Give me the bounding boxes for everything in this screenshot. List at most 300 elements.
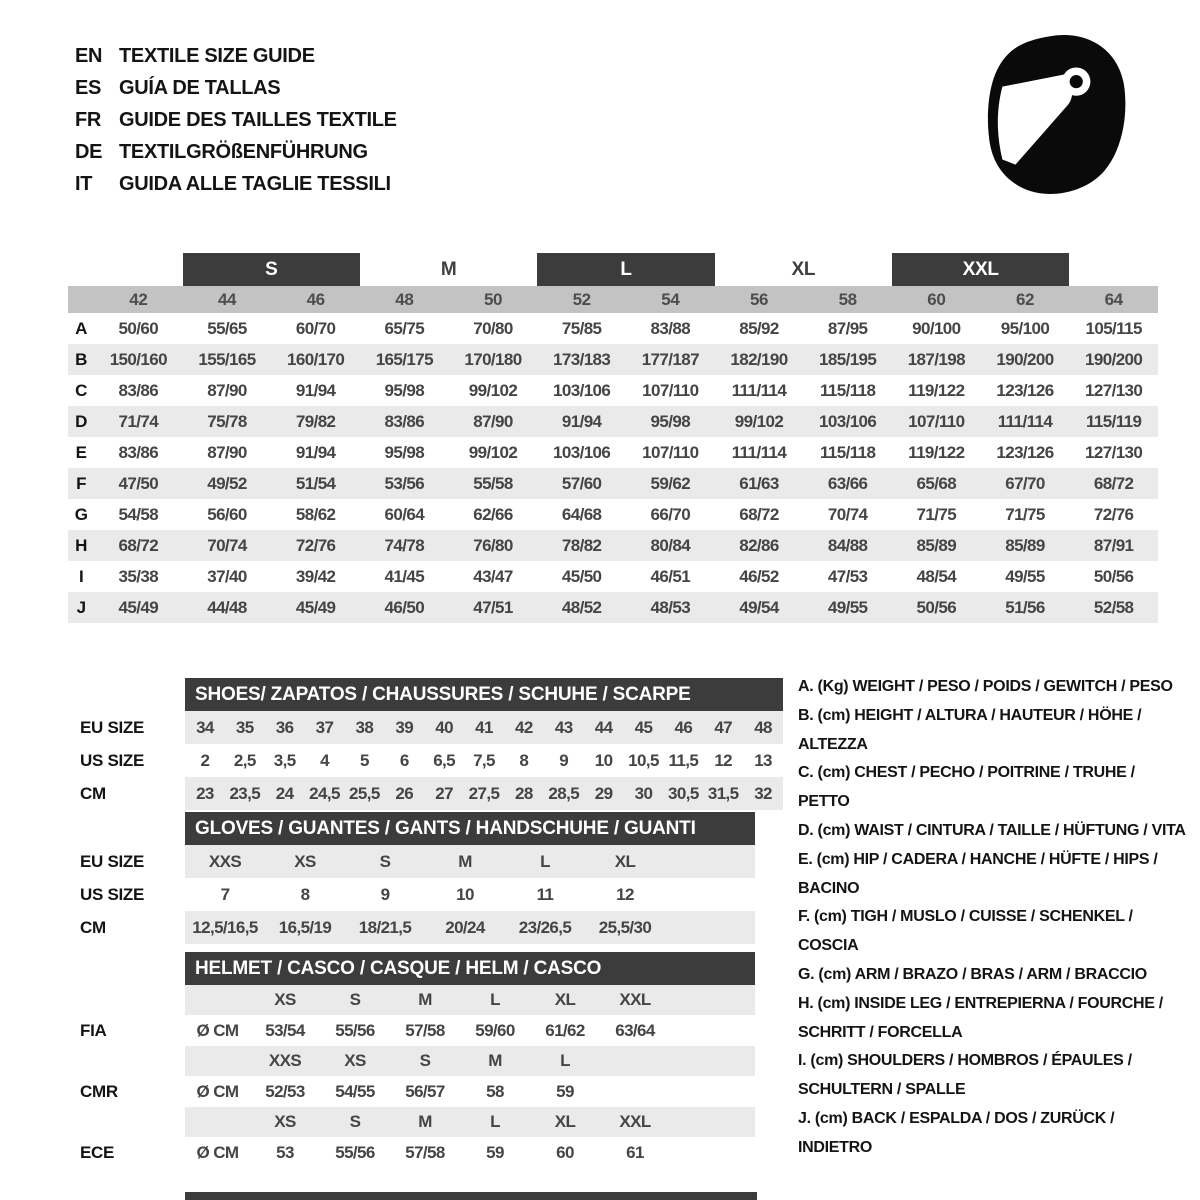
language-row <box>75 104 397 136</box>
row-letter: B <box>75 349 87 369</box>
value-cell: 28,5 <box>548 783 580 803</box>
legend-item: D. (cm) WAIST / CINTURA / TAILLE / HÜFTUNG / VITA <box>798 821 1186 839</box>
shoes-section-header: SHOES/ ZAPATOS / CHAUSSURES / SCHUHE / SCARPE <box>185 678 783 711</box>
helmet-value: 57/58 <box>405 1021 445 1040</box>
textile-size-chart <box>68 253 1158 623</box>
row-value: 85/89 <box>1005 535 1045 555</box>
language-code: DE <box>75 140 103 163</box>
row-value: 83/86 <box>384 411 425 431</box>
row-value: 83/86 <box>118 442 159 462</box>
row-value: 90/100 <box>912 318 961 338</box>
value-cell: 27,5 <box>468 783 500 803</box>
table-row <box>68 313 1158 344</box>
helmet-value: 59 <box>556 1082 574 1101</box>
row-value: 47/53 <box>827 566 868 586</box>
helmet-value: 59 <box>486 1143 504 1162</box>
value-cell: 5 <box>359 750 369 770</box>
language-code: ES <box>75 76 102 99</box>
helmet-size: XL <box>554 990 576 1009</box>
value-cell: 30,5 <box>667 783 699 803</box>
row-value: 190/200 <box>996 349 1054 369</box>
value-cell: 7,5 <box>473 750 495 770</box>
row-label <box>80 1046 185 1076</box>
row-value: 91/94 <box>561 411 602 431</box>
helmet-values-row <box>80 1138 755 1168</box>
helmet-size: S <box>349 1112 361 1131</box>
helmet-value <box>600 1077 670 1107</box>
row-value: 50/56 <box>916 597 957 617</box>
helmet-size: XXS <box>268 1051 302 1070</box>
row-value: 46/50 <box>384 597 425 617</box>
row-value: 170/180 <box>464 349 522 369</box>
helmet-size: XL <box>554 1112 576 1131</box>
unit-spacer <box>185 1107 250 1137</box>
value-cell: 23/26,5 <box>518 917 572 937</box>
row-label: EU SIZE <box>80 717 145 737</box>
legend-item: H. (cm) INSIDE LEG / ENTREPIERNA / FOURCHE / SCHRITT / FORCELLA <box>798 994 1163 1041</box>
row-value: 52/58 <box>1093 597 1134 617</box>
row-value: 111/114 <box>997 411 1053 431</box>
row-value: 68/72 <box>739 504 779 524</box>
row-value: 55/65 <box>207 318 247 338</box>
numeric-size: 64 <box>1104 289 1123 309</box>
language-title-list <box>75 40 397 200</box>
value-cell: 7 <box>220 884 230 904</box>
row-value: 60/70 <box>295 318 336 338</box>
row-value: 70/74 <box>207 535 247 555</box>
row-value: 83/86 <box>118 380 159 400</box>
row-value: 127/130 <box>1085 442 1143 462</box>
row-value: 91/94 <box>295 380 336 400</box>
numeric-size: 44 <box>217 289 237 309</box>
row-label: EU SIZE <box>80 851 145 871</box>
value-cell: 34 <box>196 717 214 737</box>
row-label: CM <box>80 917 106 937</box>
value-cell: 13 <box>754 750 772 770</box>
helmet-values-row <box>80 1077 755 1107</box>
value-cell: 32 <box>754 783 772 803</box>
value-cell: 48 <box>754 717 772 737</box>
value-cell: L <box>540 851 550 871</box>
row-value: 61/63 <box>739 473 779 493</box>
numeric-size: 42 <box>129 289 148 309</box>
value-cell: M <box>458 851 472 871</box>
row-label: CM <box>80 783 106 803</box>
row-value: 51/54 <box>295 473 336 493</box>
row-value: 72/76 <box>295 535 336 555</box>
helmet-size: S <box>349 990 361 1009</box>
value-cell: S <box>379 851 391 871</box>
helmet-size: M <box>418 1112 432 1131</box>
row-value: 173/183 <box>553 349 611 369</box>
row-values <box>185 845 755 878</box>
value-cell: 24 <box>275 783 294 803</box>
row-value: 71/75 <box>1005 504 1045 524</box>
language-row <box>75 168 397 200</box>
row-value: 67/70 <box>1005 473 1045 493</box>
value-cell: 6 <box>399 750 409 770</box>
helmet-size: L <box>560 1051 570 1070</box>
size-label-M: M <box>440 258 457 280</box>
row-letter: J <box>76 597 86 617</box>
row-value: 160/170 <box>287 349 345 369</box>
row-value: 47/50 <box>118 473 159 493</box>
table-row <box>68 406 1158 437</box>
row-value: 49/55 <box>1005 566 1045 586</box>
numeric-size: 52 <box>572 289 591 309</box>
helmet-size: XS <box>344 1051 366 1070</box>
shoes-row <box>80 777 783 810</box>
helmet-sizes <box>185 1107 755 1137</box>
helmet-size: M <box>488 1051 502 1070</box>
helmet-values <box>185 1016 755 1046</box>
row-value: 87/90 <box>207 380 247 400</box>
row-value: 43/47 <box>473 566 513 586</box>
value-cell: 39 <box>395 717 414 737</box>
helmet-value: 55/56 <box>335 1143 375 1162</box>
row-letter: A <box>75 318 87 338</box>
numeric-size: 56 <box>749 289 769 309</box>
row-value: 115/118 <box>819 442 876 462</box>
shoes-row <box>80 711 783 744</box>
row-value: 115/119 <box>1085 411 1142 431</box>
row-value: 177/187 <box>641 349 699 369</box>
size-letter-header-row <box>68 253 1158 286</box>
helmet-size: XXL <box>619 990 651 1009</box>
row-value: 103/106 <box>553 442 611 462</box>
row-value: 70/74 <box>827 504 868 524</box>
value-cell: 30 <box>634 783 653 803</box>
helmet-size: XXL <box>619 1112 651 1131</box>
value-cell: 25,5/30 <box>598 917 652 937</box>
table-row <box>68 499 1158 530</box>
row-values <box>185 744 783 777</box>
value-cell: 6,5 <box>433 750 456 770</box>
helmet-value: 59/60 <box>475 1021 515 1040</box>
value-cell: 8 <box>300 884 310 904</box>
value-cell: 38 <box>355 717 374 737</box>
value-cell: 2 <box>200 750 210 770</box>
row-value: 187/198 <box>907 349 965 369</box>
gloves-row <box>80 845 755 878</box>
row-value: 107/110 <box>642 380 699 400</box>
helmet-value: 60 <box>556 1143 574 1162</box>
row-value: 185/195 <box>819 349 877 369</box>
row-value: 99/102 <box>734 411 784 431</box>
unit-spacer <box>185 1046 250 1076</box>
measurement-legend <box>798 673 1190 1163</box>
row-value: 48/52 <box>561 597 602 617</box>
row-value: 44/48 <box>207 597 247 617</box>
racing-helmet-icon <box>975 28 1137 200</box>
row-value: 123/126 <box>996 442 1054 462</box>
numeric-size: 62 <box>1015 289 1035 309</box>
value-cell: 36 <box>275 717 294 737</box>
value-cell: 3,5 <box>273 750 296 770</box>
language-title: TEXTILGRÖßENFÜHRUNG <box>119 140 368 163</box>
value-cell: 27 <box>435 783 453 803</box>
table-row <box>68 530 1158 561</box>
language-title: GUIDE DES TAILLES TEXTILE <box>119 108 397 131</box>
row-value: 84/88 <box>827 535 868 555</box>
row-value: 111/114 <box>731 442 787 462</box>
value-cell: 10 <box>456 884 474 904</box>
helmet-value: 57/58 <box>405 1143 445 1162</box>
size-label-XXL: XXL <box>892 253 1069 286</box>
table-row <box>68 375 1158 406</box>
value-cell: 43 <box>554 717 573 737</box>
numeric-size: 46 <box>306 289 325 309</box>
row-value: 50/56 <box>1093 566 1134 586</box>
unit-spacer <box>185 985 250 1015</box>
row-value: 111/114 <box>731 380 787 400</box>
row-value: 62/66 <box>473 504 513 524</box>
value-cell: 8 <box>519 750 529 770</box>
cropped-next-section-bar <box>185 1192 757 1200</box>
row-value: 76/80 <box>473 535 513 555</box>
helmet-value: 53 <box>276 1143 294 1162</box>
legend-item: A. (Kg) WEIGHT / PESO / POIDS / GEWITCH / PESO <box>798 678 1173 695</box>
gloves-row <box>80 878 755 911</box>
numeric-size: 54 <box>661 289 680 309</box>
helmet-section-header: HELMET / CASCO / CASQUE / HELM / CASCO <box>185 952 755 985</box>
row-value: 115/118 <box>819 380 876 400</box>
helmet-size <box>600 1046 670 1076</box>
row-value: 71/75 <box>916 504 957 524</box>
row-value: 165/175 <box>375 349 433 369</box>
value-cell: 10 <box>594 750 613 770</box>
row-value: 182/190 <box>730 349 788 369</box>
value-cell: 31,5 <box>707 783 739 803</box>
value-cell: 47 <box>714 717 733 737</box>
legend-item: I. (cm) SHOULDERS / HOMBROS / ÉPAULES / SCHULTERN / SPALLE <box>798 1052 1132 1099</box>
row-value: 105/115 <box>1085 318 1142 338</box>
row-value: 66/70 <box>650 504 691 524</box>
row-value: 65/68 <box>916 473 957 493</box>
value-cell: XXS <box>208 851 242 871</box>
row-value: 82/86 <box>739 535 779 555</box>
helmet-values <box>185 1077 755 1107</box>
legend-item: F. (cm) TIGH / MUSLO / CUISSE / SCHENKEL / COSCIA <box>798 908 1133 955</box>
size-label-L: L <box>537 253 714 286</box>
row-value: 49/52 <box>207 473 247 493</box>
value-cell: 46 <box>674 717 693 737</box>
legend-item: E. (cm) HIP / CADERA / HANCHE / HÜFTE / HIPS / BACINO <box>798 850 1158 897</box>
row-value: 80/84 <box>650 535 691 555</box>
numeric-size: 48 <box>395 289 414 309</box>
value-cell: 29 <box>594 783 613 803</box>
value-cell: 11,5 <box>668 750 699 770</box>
value-cell: 25,5 <box>349 783 380 803</box>
row-letter: E <box>75 442 87 462</box>
band-spacer <box>68 286 94 313</box>
row-value: 48/53 <box>650 597 691 617</box>
value-cell: 45 <box>634 717 653 737</box>
row-value: 75/85 <box>561 318 602 338</box>
row-value: 53/56 <box>384 473 425 493</box>
row-value: 95/98 <box>384 380 425 400</box>
helmet-sizes <box>185 1046 755 1076</box>
row-value: 85/92 <box>739 318 779 338</box>
table-row <box>68 592 1158 623</box>
value-cell: 23,5 <box>229 783 261 803</box>
value-cell: 28 <box>515 783 533 803</box>
row-label <box>80 1107 185 1137</box>
row-value: 39/42 <box>295 566 336 586</box>
language-code: FR <box>75 108 102 131</box>
helmet-value: 58 <box>486 1082 504 1101</box>
value-cell: 40 <box>435 717 453 737</box>
unit-label: Ø CM <box>196 1082 239 1101</box>
language-title: GUÍA DE TALLAS <box>119 76 281 99</box>
row-value: 103/106 <box>819 411 877 431</box>
row-value: 48/54 <box>916 566 957 586</box>
row-value: 46/52 <box>739 566 779 586</box>
row-values <box>185 711 783 744</box>
row-value: 150/160 <box>109 349 167 369</box>
table-row <box>68 437 1158 468</box>
size-label-XL: XL <box>791 258 816 280</box>
row-value: 37/40 <box>207 566 247 586</box>
row-value: 107/110 <box>642 442 699 462</box>
row-value: 47/51 <box>473 597 513 617</box>
value-cell: 12 <box>714 750 733 770</box>
helmet-value: 56/57 <box>405 1082 445 1101</box>
shoes-row <box>80 744 783 777</box>
row-value: 87/91 <box>1093 535 1134 555</box>
value-cell: 11 <box>536 884 554 904</box>
value-cell: 16,5/19 <box>278 917 332 937</box>
language-row <box>75 40 397 72</box>
row-value: 49/55 <box>827 597 868 617</box>
row-value: 72/76 <box>1093 504 1134 524</box>
helmet-value: 55/56 <box>335 1021 375 1040</box>
row-value: 190/200 <box>1085 349 1143 369</box>
row-value: 87/90 <box>207 442 247 462</box>
row-value: 49/54 <box>739 597 779 617</box>
table-row <box>68 344 1158 375</box>
row-value: 87/95 <box>827 318 868 338</box>
language-row <box>75 72 397 104</box>
helmet-value: 61 <box>626 1143 644 1162</box>
standard-label: FIA <box>80 1021 107 1040</box>
helmet-sizes-row <box>80 1046 755 1076</box>
row-letter: F <box>76 473 86 493</box>
row-letter: C <box>75 380 87 400</box>
helmet-size: L <box>490 1112 500 1131</box>
row-value: 35/38 <box>118 566 159 586</box>
row-value: 107/110 <box>908 411 965 431</box>
row-value: 41/45 <box>384 566 425 586</box>
value-cell: 35 <box>235 717 254 737</box>
row-values <box>185 878 755 911</box>
row-value: 59/62 <box>650 473 691 493</box>
helmet-size: L <box>490 990 500 1009</box>
measurement-rows <box>68 313 1158 623</box>
helmet-values-row <box>80 1016 755 1046</box>
value-cell: 9 <box>559 750 569 770</box>
helmet-sizes <box>185 985 755 1015</box>
value-cell: 26 <box>395 783 414 803</box>
value-cell: XL <box>614 851 636 871</box>
value-cell: 12 <box>616 884 634 904</box>
language-title: GUIDA ALLE TAGLIE TESSILI <box>119 172 391 195</box>
language-title: TEXTILE SIZE GUIDE <box>119 44 315 67</box>
row-value: 68/72 <box>118 535 159 555</box>
row-value: 56/60 <box>207 504 247 524</box>
size-label-S: S <box>183 253 360 286</box>
helmet-size: S <box>419 1051 431 1070</box>
row-value: 91/94 <box>295 442 336 462</box>
row-values <box>185 777 783 810</box>
row-value: 46/51 <box>650 566 691 586</box>
helmet-value: 52/53 <box>265 1082 305 1101</box>
row-value: 78/82 <box>561 535 602 555</box>
row-label: US SIZE <box>80 750 145 770</box>
row-value: 123/126 <box>996 380 1054 400</box>
standard-label: CMR <box>80 1082 118 1101</box>
row-value: 45/50 <box>561 566 602 586</box>
row-value: 57/60 <box>561 473 602 493</box>
numeric-size: 60 <box>927 289 946 309</box>
row-value: 68/72 <box>1093 473 1134 493</box>
row-value: 71/74 <box>118 411 159 431</box>
row-value: 99/102 <box>468 442 518 462</box>
legend-item: J. (cm) BACK / ESPALDA / DOS / ZURÜCK / INDIETRO <box>798 1109 1115 1156</box>
helmet-size: M <box>418 990 432 1009</box>
row-value: 79/82 <box>295 411 336 431</box>
numeric-size: 58 <box>838 289 857 309</box>
standard-label: ECE <box>80 1143 115 1162</box>
value-cell: 10,5 <box>628 750 659 770</box>
row-values <box>185 911 755 944</box>
language-code: IT <box>75 172 93 195</box>
row-value: 103/106 <box>553 380 611 400</box>
row-value: 119/122 <box>908 442 965 462</box>
legend-item: B. (cm) HEIGHT / ALTURA / HAUTEUR / HÖHE / ALTEZZA <box>798 706 1142 753</box>
row-label <box>80 985 185 1015</box>
language-row <box>75 136 397 168</box>
helmet-value: 53/54 <box>265 1021 305 1040</box>
value-cell: 2,5 <box>233 750 256 770</box>
helmet-sizes-row <box>80 1107 755 1137</box>
row-letter: G <box>74 504 88 524</box>
row-value: 95/98 <box>384 442 425 462</box>
value-cell: 37 <box>315 717 334 737</box>
row-label: US SIZE <box>80 884 145 904</box>
row-value: 63/66 <box>827 473 868 493</box>
row-value: 87/90 <box>473 411 513 431</box>
unit-label: Ø CM <box>196 1143 239 1162</box>
legend-item: C. (cm) CHEST / PECHO / POITRINE / TRUHE / PETTO <box>798 764 1135 811</box>
row-value: 75/78 <box>207 411 247 431</box>
helmet-size: XS <box>274 1112 296 1131</box>
value-cell: 9 <box>380 884 390 904</box>
value-cell: 23 <box>196 783 214 803</box>
row-value: 58/62 <box>295 504 336 524</box>
row-value: 127/130 <box>1085 380 1143 400</box>
row-letter: I <box>78 566 84 586</box>
value-cell: 12,5/16,5 <box>192 917 258 937</box>
row-value: 83/88 <box>650 318 691 338</box>
row-value: 65/75 <box>384 318 425 338</box>
row-value: 95/98 <box>650 411 691 431</box>
value-cell: 4 <box>320 750 329 770</box>
value-cell: 41 <box>475 717 493 737</box>
row-value: 50/60 <box>118 318 159 338</box>
gloves-section-header: GLOVES / GUANTES / GANTS / HANDSCHUHE / GUANTI <box>185 812 755 845</box>
value-cell: 42 <box>515 717 533 737</box>
